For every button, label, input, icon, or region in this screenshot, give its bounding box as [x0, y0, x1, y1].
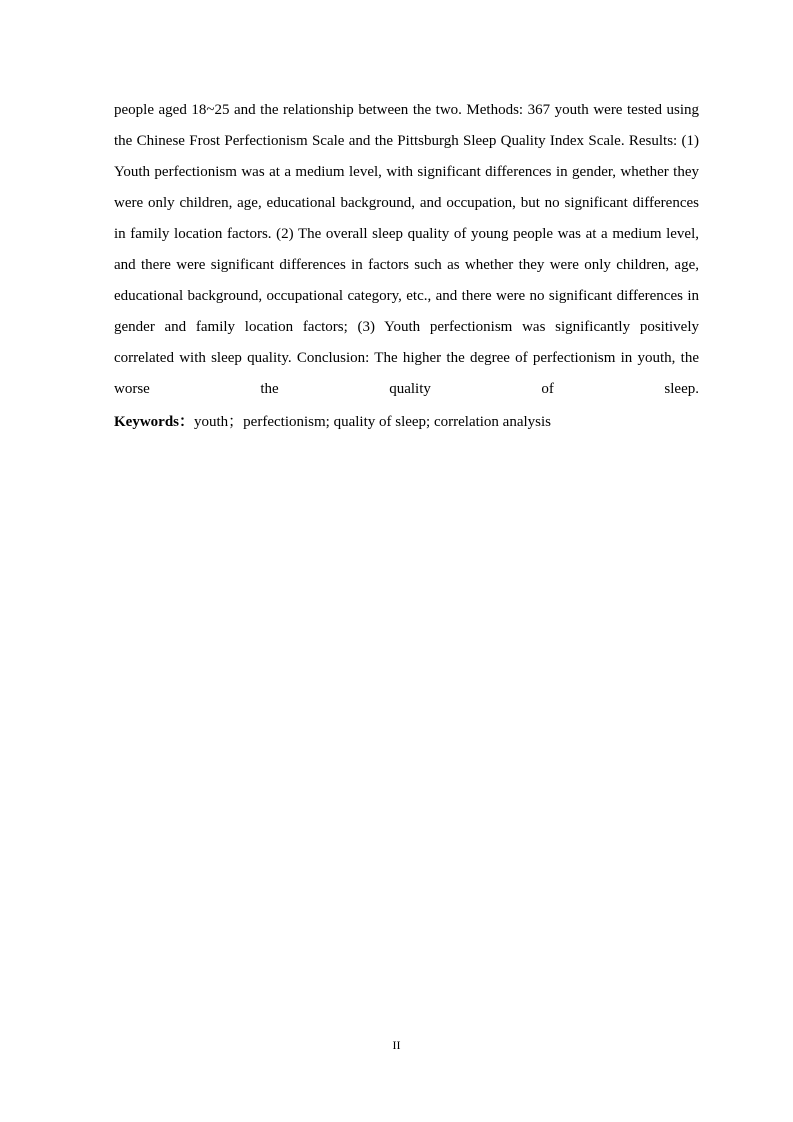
keywords-text: youth；perfectionism; quality of sleep; correlation analysis — [194, 414, 552, 430]
keywords-line — [114, 407, 699, 438]
keywords-separator: ： — [179, 414, 195, 430]
abstract-paragraph: people aged 18~25 and the relationship between the two. Methods: 367 youth were tested using the Chinese Frost Perfectionism Scale and the Pittsburgh Sleep Quality Index Scale. Results: (1) Youth perfectionism was at a medium level, with significant differences in gender, whether they were only children, age, educational background, and occupation, but no significant differences in family location factors. (2) The overall sleep quality of young people was at a medium level, and there were significant differences in factors such as whether they were only children, age, educational background, occupational category, etc., and there were no significant differences in gender and family location factors; (3) Youth perfectionism was significantly positively correlated with sleep quality. Conclusion: The higher the degree of perfectionism in youth, the worse the quality of sleep. — [114, 102, 699, 397]
page-number: II — [392, 1038, 401, 1052]
keywords-label: Keywords — [114, 414, 179, 430]
